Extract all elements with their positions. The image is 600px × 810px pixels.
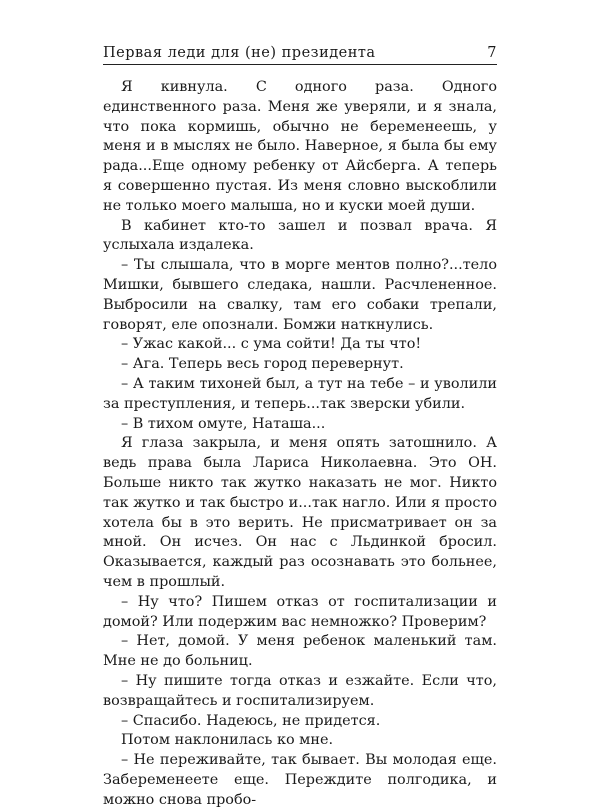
page-number: 7 bbox=[487, 45, 497, 61]
dialogue-line: – В тихом омуте, Наташа... bbox=[121, 415, 326, 432]
paragraph: Я кивнула. С одного раза. Одного единственного раза. Меня же уверяли, и я знала, что пока кормишь, обычно не беременеешь, у меня и в мыслях не было. Наверное, я была бы ему рада...Еще одному ребенку от Айсберга. А теперь я совершенно пустая. Из меня словно выскоблили не только моего малыша, но и куски моей души. bbox=[103, 79, 497, 214]
body-text bbox=[103, 78, 497, 810]
dialogue-line: – Ты слышала, что в морге ментов полно?...тело Мишки, бывшего следака, нашли. Расчлененное. Выбросили на свалку, там его собаки трепали, говорят, еле опознали. Бомжи наткнулись. bbox=[103, 257, 497, 333]
paragraph: Я глаза закрыла, и меня опять затошнило. А ведь права была Лариса Николаевна. Это ОН. Больше никто так жутко наказать не мог. Никто так жутко и так быстро и...так нагло. Или я просто хотела бы в это верить. Не присматривает он за мной. Он исчез. Он нас с Льдинкой бросил. Оказывается, каждый раз осознавать это больнее, чем в прошлый. bbox=[103, 435, 497, 590]
running-header bbox=[103, 37, 497, 65]
dialogue-line: – Ага. Теперь весь город перевернут. bbox=[121, 356, 404, 373]
book-title: Первая леди для (не) президента bbox=[103, 45, 376, 61]
dialogue-line: – Ну что? Пишем отказ от госпитализации и домой? Или подержим вас немножко? Проверим? bbox=[103, 593, 497, 630]
dialogue-line: – Не переживайте, так бывает. Вы молодая еще. Забеременеете еще. Переждите полгодика, и можно снова пробо- bbox=[103, 752, 497, 808]
dialogue-line: – Ужас какой... с ума сойти! Да ты что! bbox=[121, 336, 422, 353]
paragraph: В кабинет кто-то зашел и позвал врача. Я услыхала издалека. bbox=[103, 217, 497, 254]
paragraph: Потом наклонилась ко мне. bbox=[121, 732, 334, 749]
dialogue-line: – А таким тихоней был, а тут на тебе – и уволили за преступления, и теперь...так зверски убили. bbox=[103, 375, 497, 412]
dialogue-line: – Нет, домой. У меня ребенок маленький там. Мне не до больниц. bbox=[103, 633, 497, 670]
dialogue-line: – Спасибо. Надеюсь, не придется. bbox=[121, 712, 381, 729]
dialogue-line: – Ну пишите тогда отказ и езжайте. Если что, возвращайтесь и госпитализируем. bbox=[103, 672, 497, 709]
